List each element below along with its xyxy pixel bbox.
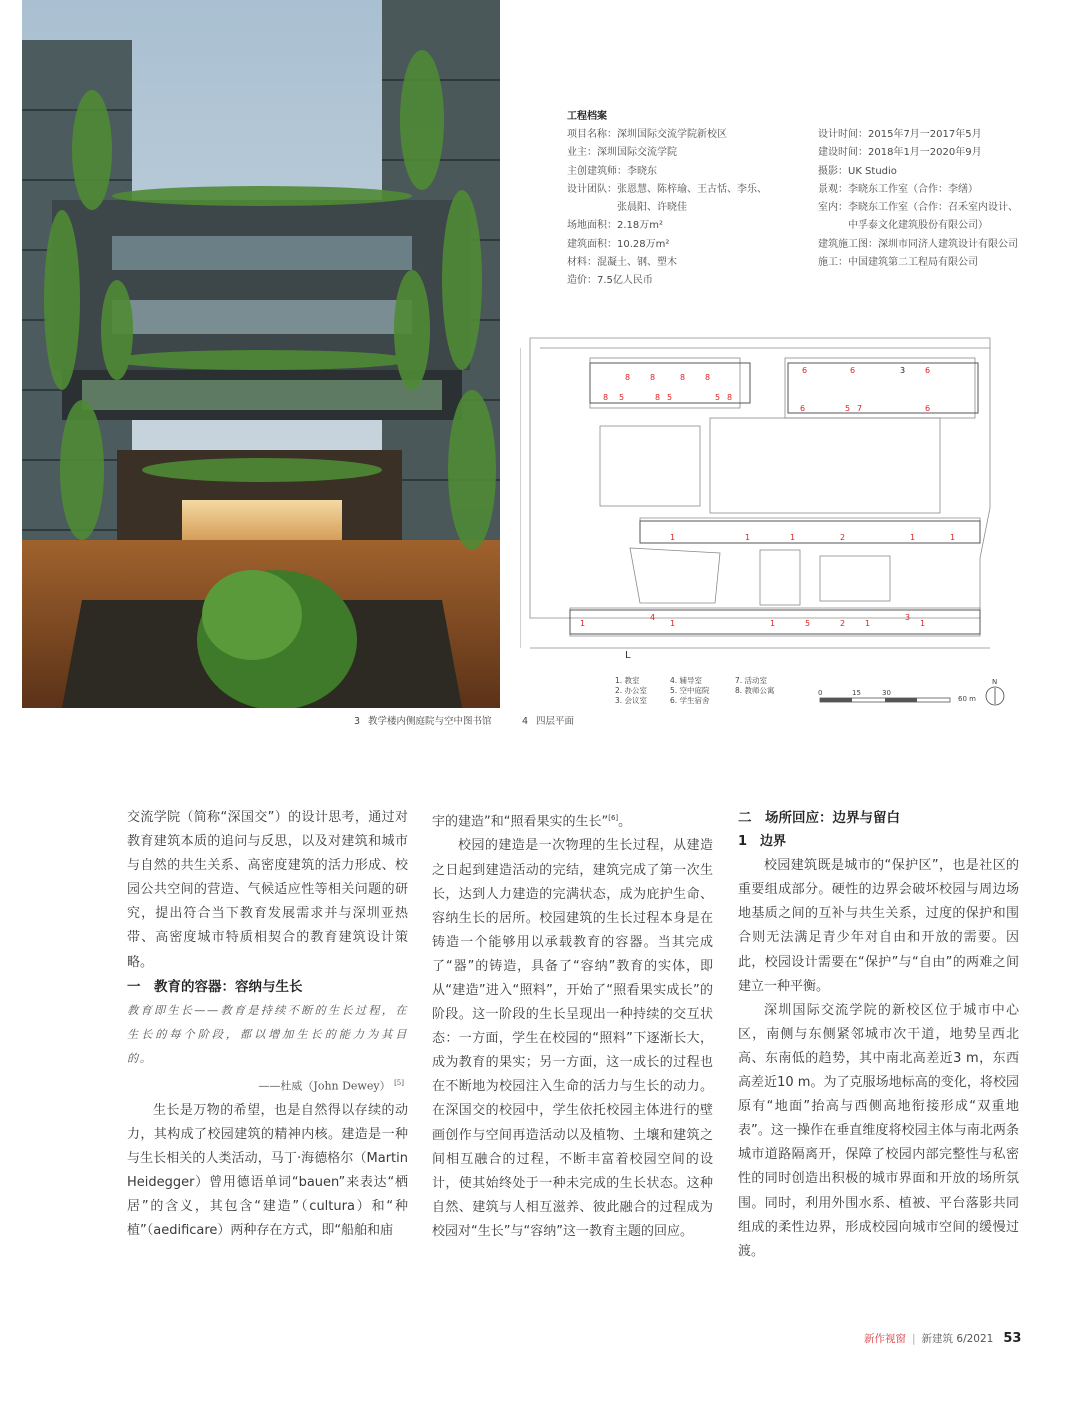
legend-item: 7. 活动室 (735, 676, 768, 685)
svg-text:3: 3 (905, 613, 911, 622)
svg-text:5: 5 (845, 404, 851, 413)
svg-text:6: 6 (850, 366, 856, 375)
svg-text:8: 8 (727, 393, 733, 402)
svg-text:8: 8 (680, 373, 686, 382)
project-facts-title: 工程档案 (567, 111, 607, 122)
north-arrow-icon (986, 678, 1004, 705)
scale-bar (818, 689, 976, 703)
section-heading: 一 教育的容器：容纳与生长 (127, 978, 303, 995)
fact-row: 场地面积：2.18万m² (567, 220, 664, 232)
svg-text:5: 5 (805, 619, 811, 628)
svg-text:6: 6 (800, 404, 806, 413)
legend-item: 3. 会议室 (615, 696, 648, 705)
fact-row: 摄影：UK Studio (818, 165, 897, 177)
epigraph-quote: 教育即生长——教育是持续不断的生长过程，在生长的每个阶段，都以增加生长的能力为其目的。 (127, 1003, 408, 1065)
legend-item: 1. 教室 (615, 676, 640, 685)
photo-caption (354, 713, 492, 727)
svg-text:1: 1 (580, 619, 586, 628)
svg-text:2: 2 (840, 619, 846, 628)
svg-text:6: 6 (925, 366, 931, 375)
svg-text:2: 2 (840, 533, 846, 542)
paragraph: 宇的建造”和“照看果实的生长”[6]。 (432, 814, 632, 830)
section-heading: 二 场所回应：边界与留白 (738, 810, 900, 826)
plan-caption-number: 4 (522, 716, 529, 727)
fact-row: 施工：中国建筑第二工程局有限公司 (818, 257, 978, 269)
svg-text:5: 5 (619, 393, 625, 402)
scale-label: 15 (852, 689, 861, 697)
fact-row: 业主：深圳国际交流学院 (567, 147, 677, 159)
legend-item: 4. 辅导室 (670, 676, 703, 685)
fact-row: 材料：混凝土、钢、塑木 (567, 257, 677, 269)
column-1 (127, 806, 408, 1243)
svg-text:1: 1 (670, 619, 676, 628)
floor-plan (520, 318, 1018, 710)
project-facts-left (567, 126, 807, 291)
fact-row: 项目名称：深圳国际交流学院新校区 (567, 129, 727, 140)
fact-row: 中孚泰文化建筑股份有限公司） (848, 220, 988, 232)
svg-text:8: 8 (705, 373, 711, 382)
column-2 (432, 806, 713, 1244)
svg-text:6: 6 (802, 366, 808, 375)
fact-row: 主创建筑师：李晓东 (567, 165, 657, 177)
paragraph: 深圳国际交流学院的新校区位于城市中心区，南侧与东侧紧邻城市次干道，地势呈西北高、东南低的趋势，其中南北高差近3 m，东西高差近10 m。为了克服场地标高的变化，将校园原有“地面”抬高与西侧高地衔接形成“双重地表”。这一操作在垂直维度将校园主体与南北两条城市道路隔离开，保障了校园内部完整性与私密性的同时创造出积极的城市界面和开放的场所氛围。同时，利用外围水系、植被、平台落影共同组成的柔性边界，形成校园向城市空间的缓慢过渡。 (738, 1002, 1019, 1259)
scale-label: 0 (818, 689, 823, 697)
north-label: N (992, 678, 998, 686)
svg-text:1: 1 (865, 619, 871, 628)
fact-row: 建设时间：2018年1月一2020年9月 (818, 147, 982, 159)
project-facts-right (818, 126, 1038, 272)
photo-caption-number: 3 (354, 716, 361, 727)
page-footer: 新作视窗 | 新建筑 6/2021 53 (864, 1331, 1022, 1346)
plan-caption-text: 四层平面 (536, 716, 575, 727)
svg-text:6: 6 (925, 404, 931, 413)
legend-item: 5. 空中庭院 (670, 686, 710, 695)
svg-text:8: 8 (603, 393, 609, 402)
page-number: 53 (1003, 1331, 1022, 1346)
paragraph: 交流学院（简称“深国交”）的设计思考，通过对教育建筑本质的追问与反思，以及对建筑和城市与自然的共生关系、高密度建筑的活力形成、校园公共空间的营造、气候适应性等相关问题的研究，提出符合当下教育发展需求并与深圳亚热带、高密度城市特质相契合的教育建筑设计策略。 (127, 810, 408, 970)
courtyard-photo (22, 0, 500, 708)
subsection-heading: 1 边界 (738, 834, 787, 850)
legend-item: 6. 学生宿舍 (670, 696, 710, 705)
project-facts (567, 108, 1037, 287)
fact-row: 设计团队：张恩慧、陈梓瑜、王古恬、李乐、 (567, 183, 767, 195)
epigraph-attribution: ——杜威（John Dewey） [5] (258, 1078, 404, 1093)
legend-item: 8. 教师公寓 (735, 686, 775, 695)
scale-label: 30 (882, 689, 891, 697)
fact-row: 造价：7.5亿人民币 (567, 275, 653, 287)
svg-text:1: 1 (910, 533, 916, 542)
svg-text:1: 1 (770, 619, 776, 628)
svg-text:3: 3 (900, 366, 906, 375)
scale-label: 60 m (958, 695, 976, 703)
paragraph: 生长是万物的希望，也是自然得以存续的动力，其构成了校园建筑的精神内核。建造是一种与生长相关的人类活动，马丁·海德格尔（Martin Heidegger）曾用德语单词“bauen”来表达“栖居”的含义，其包含“建造”（cultura）和“种植”（aedificare）两种存在方式，即“船舶和庙 (127, 1102, 408, 1238)
plan-caption (522, 713, 574, 727)
svg-text:1: 1 (790, 533, 796, 542)
fact-row: 建筑面积：10.28万m² (567, 238, 670, 250)
svg-text:4: 4 (650, 613, 656, 622)
svg-text:1: 1 (745, 533, 751, 542)
column-3 (738, 806, 1019, 1264)
paragraph: 校园的建造是一次物理的生长过程，从建造之日起到建造活动的完结，建筑完成了第一次生长，达到人力建造的完满状态，成为庇护生命、容纳生长的居所。校园建筑的生长过程本身是在铸造一个能够用以承载教育的容器。当其完成了“器”的铸造，具备了“容纳”教育的实体，即从“建造”进入“照料”，开始了“照看果实成长”的阶段。这一阶段的生长呈现出一种持续的交互状态：一方面，学生在校园的“照料”下逐渐长大，成为教育的果实；另一方面，这一成长的过程也在不断地为校园注入生命的活力与生长的动力。在深国交的校园中，学生依托校园主体进行的壁画创作与空间再造活动以及植物、土壤和建筑之间相互融合的过程，不断丰富着校园空间的设计，使其始终处于一种未完成的生长状态。这种自然、建筑与人相互滋养、彼此融合的过程成为校园对“生长”与“容纳”这一教育主题的回应。 (432, 838, 713, 1239)
photo-caption-text: 教学楼内侧庭院与空中图书馆 (368, 716, 492, 727)
svg-text:8: 8 (625, 373, 631, 382)
svg-text:1: 1 (920, 619, 926, 628)
fact-row: 建筑施工图：深圳市同济人建筑设计有限公司 (818, 238, 1018, 250)
svg-text:5: 5 (667, 393, 673, 402)
svg-text:7: 7 (857, 404, 863, 413)
svg-text:8: 8 (650, 373, 656, 382)
legend-item: 2. 办公室 (615, 686, 648, 695)
fact-row: 景观：李晓东工作室（合作：李缮） (818, 183, 978, 195)
section-marker: L (625, 650, 631, 661)
fact-row: 张晨阳、许晓佳 (617, 202, 687, 214)
footer-section: 新作视窗 (864, 1333, 906, 1345)
paragraph: 校园建筑既是城市的“保护区”，也是社区的重要组成部分。硬性的边界会破坏校园与周边场地基质之间的互补与共生关系，过度的保护和围合则无法满足青少年对自由和开放的需要。因此，校园设计需要在“保护”与“自由”的两难之间建立一种平衡。 (738, 858, 1019, 994)
svg-text:5: 5 (715, 393, 721, 402)
footer-journal: 新建筑 6/2021 (921, 1333, 994, 1345)
fact-row: 设计时间：2015年7月一2017年5月 (818, 129, 982, 140)
svg-text:1: 1 (950, 533, 956, 542)
svg-text:1: 1 (670, 533, 676, 542)
svg-text:8: 8 (655, 393, 661, 402)
fact-row: 室内：李晓东工作室（合作：召禾室内设计、 (818, 202, 1018, 214)
